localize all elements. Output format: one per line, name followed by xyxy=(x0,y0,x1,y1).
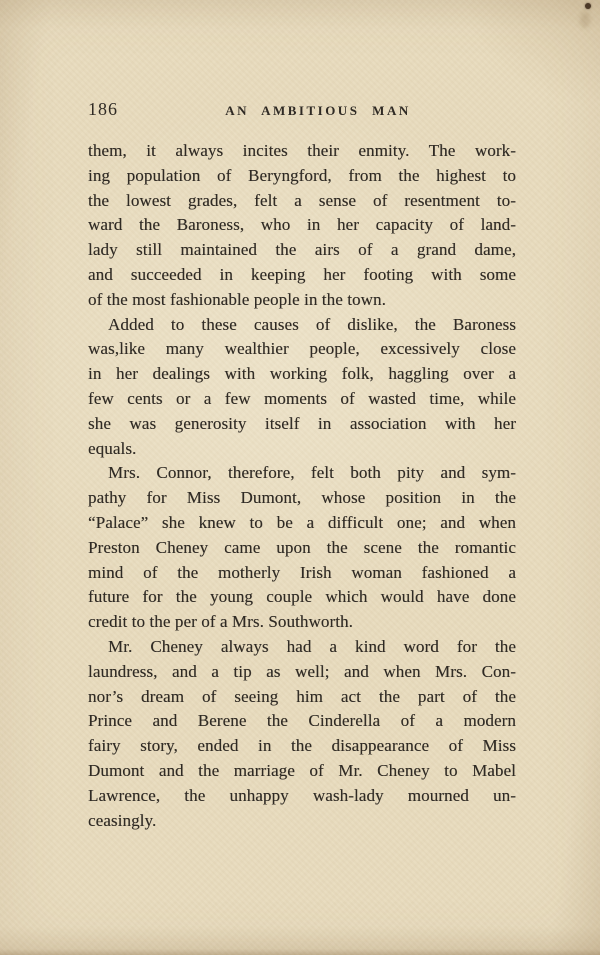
text-line: fairy story, ended in the disappearance of Miss xyxy=(88,736,516,756)
text-line: Mrs. Connor, therefore, felt both pity and sym- xyxy=(108,463,516,483)
paper-smudge xyxy=(580,12,590,28)
text-line: Preston Cheney came upon the scene the romantic xyxy=(88,537,516,557)
text-line: future for the young couple which would have done xyxy=(88,587,516,607)
text-line: Prince and Berene the Cinderella of a modern xyxy=(88,711,516,731)
running-title: AN AMBITIOUS MAN xyxy=(225,103,411,118)
text-line: “Palace” she knew to be a difficult one; and when xyxy=(88,512,516,532)
text-line: Added to these causes of dislike, the Baroness xyxy=(108,314,516,334)
text-line: lady still maintained the airs of a grand dame, xyxy=(88,240,516,260)
text-line: ceasingly. xyxy=(88,810,157,830)
text-line: Dumont and the marriage of Mr. Cheney to Mabel xyxy=(88,760,516,780)
text-line: pathy for Miss Dumont, whose position in the xyxy=(88,488,516,508)
text-line: few cents or a few moments of wasted time, while xyxy=(88,388,516,408)
text-line: of the most fashionable people in the town. xyxy=(88,289,386,309)
text-line: ward the Baroness, who in her capacity of land- xyxy=(88,215,516,235)
page-number: 186 xyxy=(88,99,118,119)
text-line: she was generosity itself in association with her xyxy=(88,413,516,433)
text-line: mind of the motherly Irish woman fashioned a xyxy=(88,562,516,582)
text-line: Mr. Cheney always had a kind word for the xyxy=(108,636,516,656)
text-line: nor’s dream of seeing him act the part of the xyxy=(88,686,516,706)
text-line: laundress, and a tip as well; and when Mrs. Con- xyxy=(88,661,516,681)
text-line: Lawrence, the unhappy wash-lady mourned un- xyxy=(88,785,516,805)
text-line: equals. xyxy=(88,438,137,458)
text-line: them, it always incites their enmity. The work- xyxy=(88,141,516,160)
body-text xyxy=(88,139,516,833)
text-line: credit to the per of a Mrs. Southworth. xyxy=(88,612,353,632)
page-bottom-edge xyxy=(0,949,600,955)
text-line: was,like many wealthier people, excessively close xyxy=(88,339,516,359)
text-line: ing population of Beryngford, from the highest to xyxy=(88,165,516,185)
page-header xyxy=(88,99,516,121)
ink-speck xyxy=(585,3,591,9)
text-line: and succeeded in keeping her footing with some xyxy=(88,264,516,284)
text-line: in her dealings with working folk, haggling over a xyxy=(88,364,516,384)
text-line: the lowest grades, felt a sense of resentment to- xyxy=(88,190,516,210)
